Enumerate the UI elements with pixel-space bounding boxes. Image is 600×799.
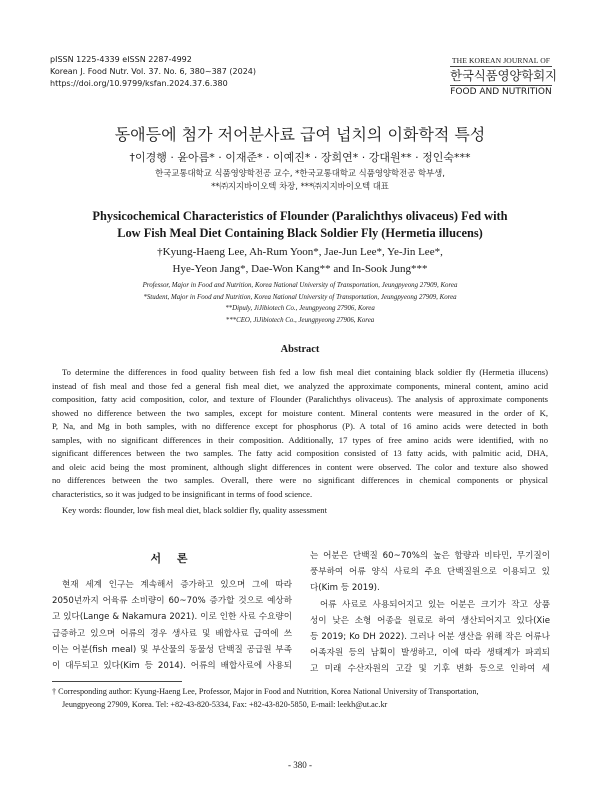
body-line: 등 2019; Ko DH 2022). 그러나 어분 생산을 위해 작은 어류나 (310, 632, 550, 643)
introduction-text-right (310, 548, 550, 678)
journal-rule-top (450, 66, 552, 67)
korean-affiliation-line: **㈜지지바이오텍 차장, ***㈜지지바이오텍 대표 (211, 180, 389, 191)
english-affiliation-line: *Student, Major in Food and Nutrition, Korea National University of Transportation, Jeungpyeong 27909, Korea (143, 293, 457, 301)
body-line: 고 있다(Lange & Nakamura 2021). 이로 인한 사료 수요량이 (52, 612, 292, 623)
journal-header-info (50, 54, 256, 90)
abstract-line: and oleic acid being the most prominent, although slight differences in content were observed. The color and texture also showed (52, 461, 548, 472)
journal-name-en-bottom: FOOD AND NUTRITION (450, 87, 552, 97)
citation-line: Korean J. Food Nutr. Vol. 37. No. 6, 380~387 (2024) (50, 67, 257, 76)
body-line: 어족자원 등의 남획이 발생하고, 이에 따라 생태계가 파괴되 (310, 648, 550, 659)
doi-link[interactable]: https://doi.org/10.9799/ksfan.2024.37.6.380 (50, 79, 228, 88)
body-line: 고 미래 수산자원의 고갈 및 기후 변화 등으로 인하여 세 (310, 664, 550, 675)
body-line: 급증하고 있으며 어류의 경우 생사료 및 배합사료 급여에 쓰 (52, 628, 292, 639)
body-line: 어류 사료로 사용되어지고 있는 어분은 크기가 작고 상품 (320, 599, 550, 610)
abstract-line: significant differences between the two samples. The fatty acid composition consisted of 13 fatty acids, with palmitic acid, DHA, (52, 448, 548, 458)
abstract-line: no differences between the two samples. Overall, there were no significant differences in chemical components or physical (52, 475, 548, 485)
abstract-line: P, Na, and Mg in both samples, with no difference except for phosphorus (P). A total of 16 amino acids were detected in both (52, 421, 548, 431)
english-title-line: Low Fish Meal Diet Containing Black Soldier Fly (Hermetia illucens) (117, 226, 483, 240)
korean-title: 동애등에 첨가 저어분사료 급여 넙치의 이화학적 특성 (114, 125, 486, 144)
english-authors (0, 244, 600, 278)
abstract-line: To determine the differences in food quality between fish fed a low fish meal diet containing black soldier fly (Hermetia illucens) (62, 367, 548, 377)
english-authors-line: Hye-Yeon Jang*, Dae-Won Kang** and In-Sook Jung*** (172, 263, 428, 275)
korean-affiliation-line: 한국교통대학교 식품영양학전공 교수, *한국교통대학교 식품영양학전공 학부생, (155, 168, 445, 178)
abstract-line: instead of fish meal and those fed a general fish meal diet, we analyzed the approximate components, mineral content, amino acid (52, 380, 548, 391)
abstract-body (52, 366, 548, 501)
english-affiliations (0, 280, 600, 326)
english-affiliation-line: Professor, Major in Food and Nutrition, Korea National University of Transportation, Jeungpyeong 27909, Korea (142, 282, 458, 289)
english-affiliation-line: ***CEO, JiJibiotech Co., Jeungpyeong 27906, Korea (225, 316, 375, 324)
body-line: 풍부하여 어류 양식 사료의 주요 단백질원으로 이용되고 있 (310, 567, 550, 578)
english-authors-line: †Kyung-Haeng Lee, Ah-Rum Yoon*, Jae-Jun Lee*, Ye-Jin Lee*, (157, 246, 443, 258)
body-line: 2050년까지 어육류 소비량이 60~70% 증가할 것으로 예상하 (52, 596, 292, 607)
body-line: 성이 낮은 소형 어종을 원료로 하여 생산되어지고 있다(Xie (310, 615, 550, 626)
abstract-line: samples, with no significant differences in their composition. Additionally, 17 types of free amino acids were identified, with no (52, 434, 548, 445)
body-line: 이 대두되고 있다(Kim 등 2014). 어류의 배합사료에 사용되 (52, 661, 292, 672)
korean-authors: †이경행 · 윤아름* · 이재준* · 이예진* · 장희연* · 강대원** · 정인숙*** (129, 151, 471, 164)
body-line: 이는 어분(fish meal) 및 부산물의 동물성 단백질 공급원 부족 (52, 644, 292, 655)
english-title (0, 208, 600, 242)
english-affiliation-line: **Dipuly, JiJibiotech Co., Jeungpyeong 27906, Korea (225, 305, 375, 313)
abstract-line: showed no difference between the two samples, except for moisture content. Mineral contents were measured in the order of K, (52, 407, 548, 418)
footnote-line: † Corresponding author: Kyung-Haeng Lee, Professor, Major in Food and Nutrition, Korea National University of Transportation, (52, 687, 479, 696)
abstract-line: composition, fatty acid composition, color, and texture of Flounder (Paralichthys olivaceus). The analysis of approximate components (52, 394, 548, 404)
body-column-right (310, 548, 550, 678)
keywords: Key words: flounder, low fish meal diet, black soldier fly, quality assessment (62, 505, 327, 515)
korean-affiliations (0, 167, 600, 192)
abstract-line: characteristics, so it was judged to be insignificant in terms of food science. (52, 488, 313, 499)
body-line: 현재 세계 인구는 계속해서 증가하고 있으며 그에 따라 (62, 580, 292, 590)
journal-name-en-top: THE KOREAN JOURNAL OF (451, 56, 551, 65)
footnote-line: Jeungpyeong 27909, Korea. Tel: +82-43-820-5334, Fax: +82-43-820-5850, E-mail: leekh@ut.ac.kr (62, 699, 388, 709)
body-column-left (52, 548, 292, 674)
abstract-heading: Abstract (280, 344, 320, 355)
body-line: 는 어분은 단백질 60~70%의 높은 함량과 비타민, 무기질이 (310, 551, 550, 561)
issn-line: pISSN 1225-4339 eISSN 2287-4992 (50, 55, 192, 64)
section-title-introduction: 서 론 (150, 552, 194, 565)
introduction-text-left (52, 577, 292, 674)
footnote-divider (52, 681, 182, 682)
english-title-line: Physicochemical Characteristics of Flounder (Paralichthys olivaceus) Fed with (92, 209, 508, 223)
corresponding-author-footnote (52, 686, 479, 711)
body-line: 다(Kim 등 2019). (310, 583, 380, 594)
journal-logo-box (450, 56, 557, 98)
journal-name-ko: 한국식품영양학회지 (450, 68, 557, 83)
journal-rule-bottom (450, 85, 552, 86)
page-number: - 380 - (288, 760, 312, 770)
